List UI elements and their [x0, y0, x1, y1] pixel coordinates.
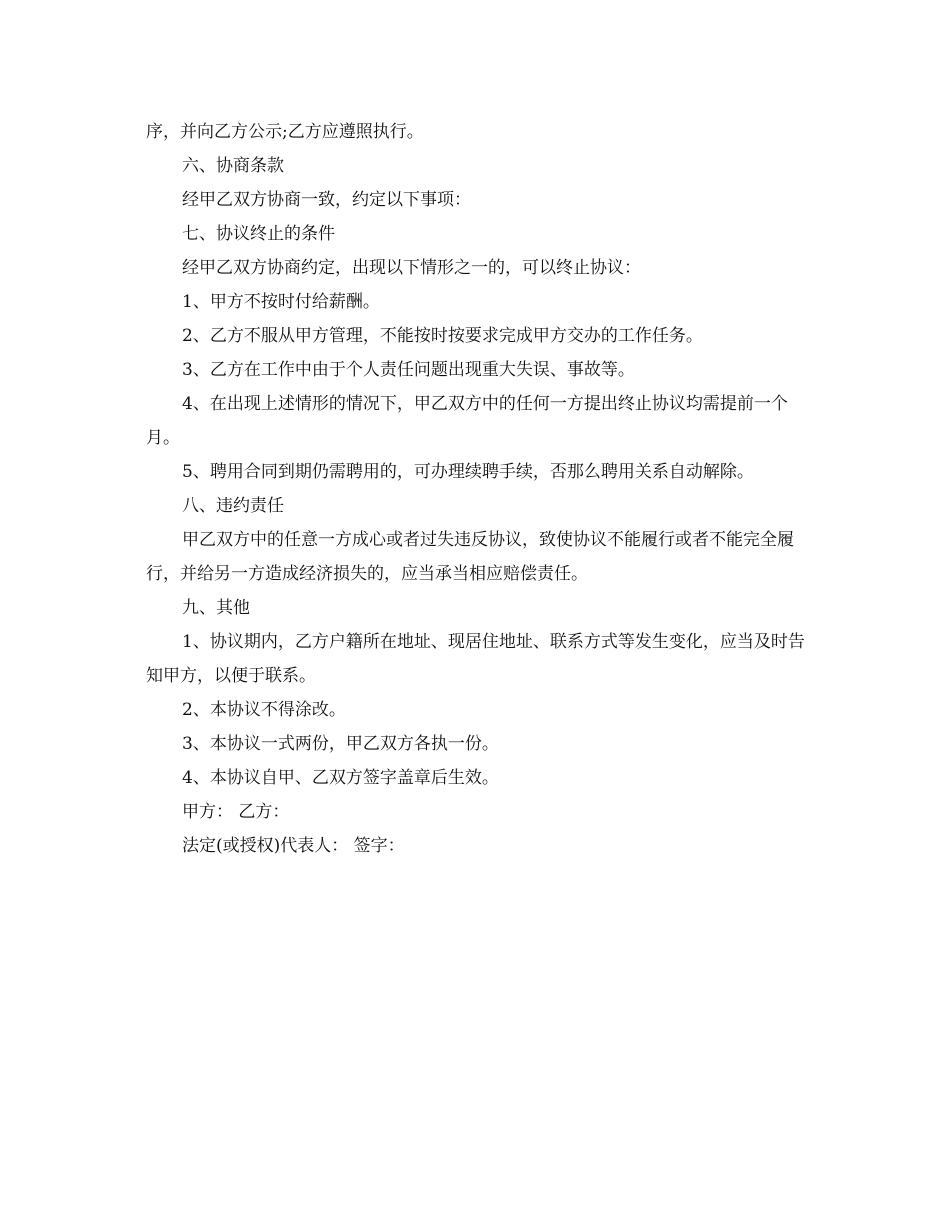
party-labels: 甲方： 乙方： — [182, 802, 290, 822]
paragraph-2: 经甲乙双方协商一致，约定以下事项： — [182, 190, 471, 210]
clause-7-2: 2、乙方不服从甲方管理，不能按时按要求完成甲方交办的工作任务。 — [182, 326, 703, 346]
paragraph-4: 经甲乙双方协商约定，出现以下情形之一的，可以终止协议： — [182, 258, 641, 278]
signature-labels: 法定(或授权)代表人： 签字： — [182, 836, 405, 856]
paragraph-11: 甲乙双方中的任意一方成心或者过失违反协议，致使协议不能履行或者不能完全履行，并给另一方造成经济损失的，应当承当相应赔偿责任。 — [146, 530, 794, 584]
clause-7-4: 4、在出现上述情形的情况下，甲乙双方中的任何一方提出终止协议均需提前一个月。 — [146, 394, 788, 448]
section-heading-9: 九、其他 — [182, 598, 250, 618]
clause-9-1: 1、协议期内，乙方户籍所在地址、现居住地址、联系方式等发生变化，应当及时告知甲方，以便于联系。 — [146, 632, 805, 686]
paragraph-0: 序，并向乙方公示;乙方应遵照执行。 — [146, 122, 424, 142]
section-heading-6: 六、协商条款 — [182, 156, 284, 176]
clause-9-2: 2、本协议不得涂改。 — [182, 700, 346, 720]
clause-9-4: 4、本协议自甲、乙双方签字盖章后生效。 — [182, 768, 499, 788]
clause-7-1: 1、甲方不按时付给薪酬。 — [182, 292, 380, 312]
clause-7-3: 3、乙方在工作中由于个人责任问题出现重大失误、事故等。 — [182, 360, 635, 380]
section-heading-8: 八、违约责任 — [182, 496, 284, 516]
clause-9-3: 3、本协议一式两份，甲乙双方各执一份。 — [182, 734, 499, 754]
clause-7-5: 5、聘用合同到期仍需聘用的，可办理续聘手续，否那么聘用关系自动解除。 — [182, 462, 754, 482]
section-heading-7: 七、协议终止的条件 — [182, 224, 335, 244]
document-body — [146, 115, 806, 863]
